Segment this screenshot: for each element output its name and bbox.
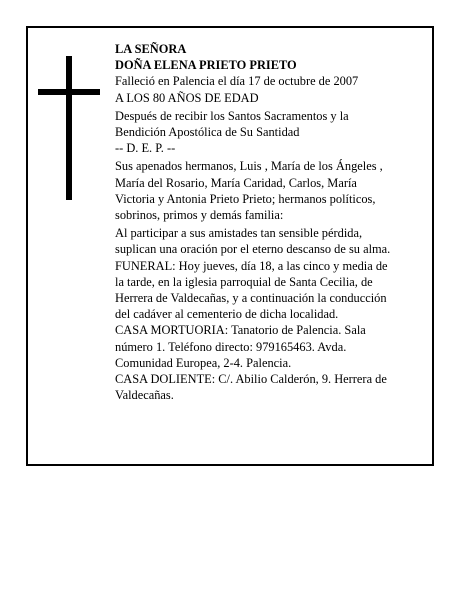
death-line: Falleció en Palencia el día 17 de octubre de 2007 <box>115 74 359 89</box>
sacraments-line-2: Bendición Apostólica de Su Santidad <box>115 125 300 140</box>
funeral-line-3: Herrera de Valdecañas, y a continuación la conducción <box>115 291 387 306</box>
obituary-notice <box>26 26 434 466</box>
home-line-1: CASA DOLIENTE: C/. Abilio Calderón, 9. Herrera de <box>115 372 387 387</box>
funeral-line-1: FUNERAL: Hoy jueves, día 18, a las cinco y media de <box>115 258 388 273</box>
prayer-line-2: suplican una oración por el eterno descanso de su alma. <box>115 242 391 257</box>
mortuary-line-1: CASA MORTUORIA: Tanatorio de Palencia. Sala <box>115 323 366 338</box>
sacraments-line-1: Después de recibir los Santos Sacramentos y la <box>115 108 349 123</box>
cross-vertical-bar <box>66 56 72 200</box>
home-line-2: Valdecañas. <box>115 388 174 403</box>
age-line: A LOS 80 AÑOS DE EDAD <box>115 90 259 105</box>
funeral-line-2: la tarde, en la iglesia parroquial de Santa Cecilia, de <box>115 274 373 289</box>
family-line-3: Victoria y Antonia Prieto Prieto; hermanos políticos, <box>115 191 376 206</box>
funeral-line-4: del cadáver al cementerio de dicha localidad. <box>115 307 339 322</box>
cross-horizontal-bar <box>38 89 100 95</box>
title-line-1: LA SEÑORA <box>115 42 187 56</box>
notice-text <box>115 41 425 403</box>
family-line-1: Sus apenados hermanos, Luis , María de los Ángeles , <box>115 159 383 174</box>
prayer-line-1: Al participar a sus amistades tan sensible pérdida, <box>115 226 363 241</box>
mortuary-line-3: Comunidad Europea, 2-4. Palencia. <box>115 355 292 370</box>
mortuary-line-2: número 1. Teléfono directo: 979165463. Avda. <box>115 339 347 354</box>
family-line-2: María del Rosario, María Caridad, Carlos, María <box>115 175 357 190</box>
family-line-4: sobrinos, primos y demás familia: <box>115 208 284 223</box>
dep-line: -- D. E. P. -- <box>115 141 176 156</box>
deceased-name: DOÑA ELENA PRIETO PRIETO <box>115 58 297 73</box>
cross-icon <box>38 56 100 200</box>
